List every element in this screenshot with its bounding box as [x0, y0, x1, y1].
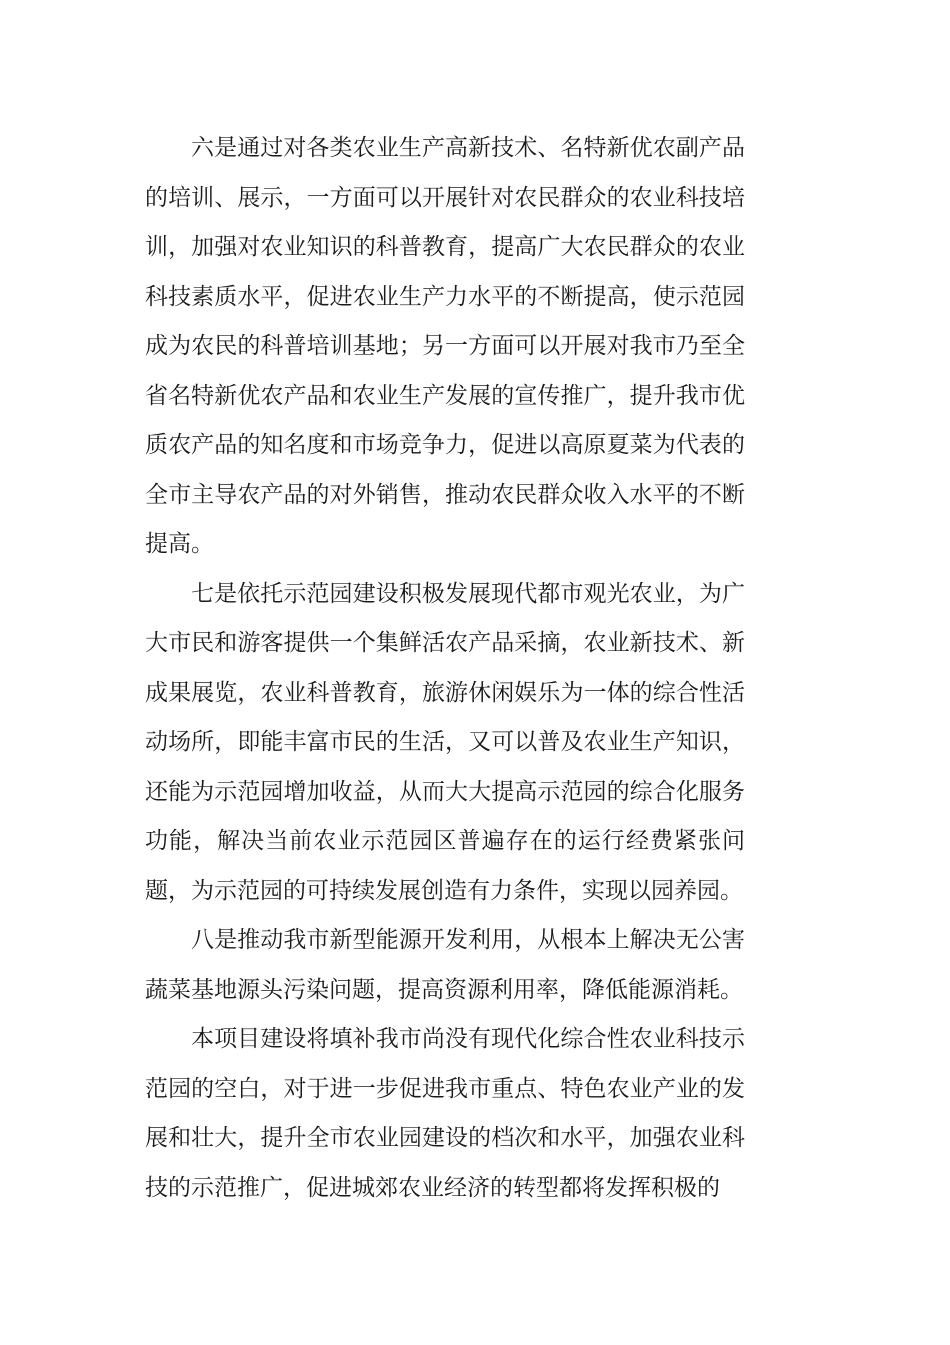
paragraph-project-summary: 本项目建设将填补我市尚没有现代化综合性农业科技示范园的空白，对于进一步促进我市重点、特色农业产业的发展和壮大，提升全市农业园建设的档次和水平，加强农业科技的示范推广，促进城郊农业经济的转型都将发挥积极的: [145, 1026, 745, 1201]
paragraph-eight: 八是推动我市新型能源开发利用，从根本上解决无公害蔬菜基地源头污染问题，提高资源利用率，降低能源消耗。: [145, 927, 745, 1003]
document-body: [145, 124, 745, 1213]
paragraph-seven: 七是依托示范园建设积极发展现代都市观光农业，为广大市民和游客提供一个集鲜活农产品采摘，农业新技术、新成果展览，农业科普教育，旅游休闲娱乐为一体的综合性活动场所，即能丰富市民的生活，又可以普及农业生产知识，还能为示范园增加收益，从而大大提高示范园的综合化服务功能，解决当前农业示范园区普遍存在的运行经费紧张问题，为示范园的可持续发展创造有力条件，实现以园养园。: [145, 580, 745, 904]
paragraph-six: 六是通过对各类农业生产高新技术、名特新优农副产品的培训、展示，一方面可以开展针对农民群众的农业科技培训，加强对农业知识的科普教育，提高广大农民群众的农业科技素质水平，促进农业生产力水平的不断提高，使示范园成为农民的科普培训基地；另一方面可以开展对我市乃至全省名特新优农产品和农业生产发展的宣传推广，提升我市优质农产品的知名度和市场竞争力，促进以高原夏菜为代表的全市主导农产品的对外销售，推动农民群众收入水平的不断提高。: [145, 135, 745, 557]
